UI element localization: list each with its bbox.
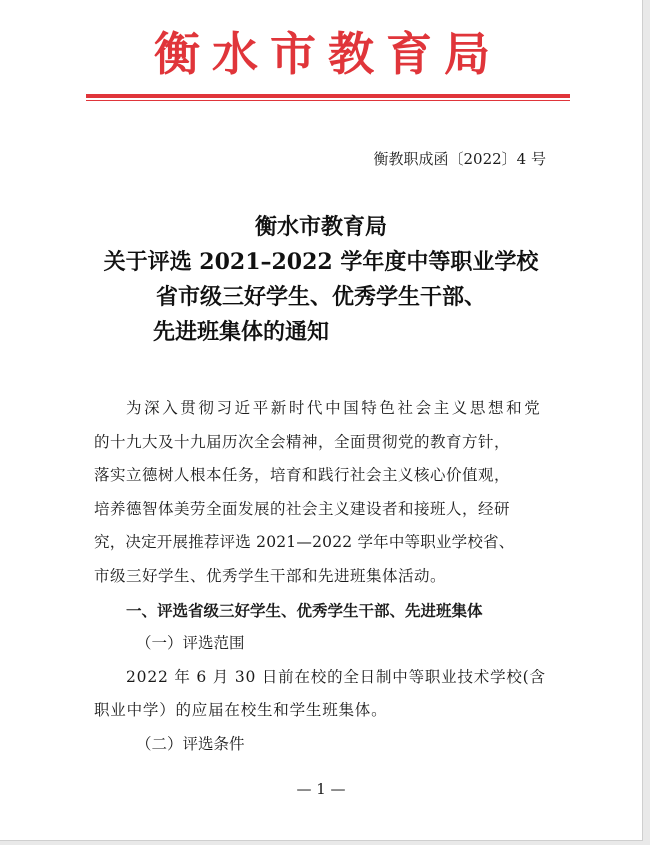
header-red-rule-thin <box>86 100 570 101</box>
header-red-rule-thick <box>86 94 570 98</box>
section-1-heading: 一、评选省级三好学生、优秀学生干部、先进班集体 <box>126 600 483 620</box>
subsection-1-heading: （一）评选范围 <box>136 634 245 653</box>
title-line-4: 先进班集体的通知 <box>152 319 329 345</box>
document-number: 衡教职成函〔2022〕4 号 <box>373 150 546 168</box>
issuer-header: 衡水市教育局 <box>154 27 502 81</box>
intro-line-5: 究，决定开展推荐评选 2021—2022 学年中等职业学校省、 <box>94 533 515 552</box>
intro-line-6: 市级三好学生、优秀学生干部和先进班集体活动。 <box>94 566 447 585</box>
subsection-2-heading: （二）评选条件 <box>136 734 245 753</box>
title-line-1: 衡水市教育局 <box>254 214 387 240</box>
title-line-3: 省市级三好学生、优秀学生干部、 <box>155 284 486 310</box>
scope-line-2: 职业中学）的应届在校生和学生班集体。 <box>94 701 388 720</box>
page-number: — 1 — <box>296 780 346 798</box>
document-body <box>94 392 564 762</box>
title-line-2: 关于评选 2021–2022 学年度中等职业学校 <box>103 249 539 275</box>
document-title <box>0 210 642 350</box>
intro-line-1: 为深入贯彻习近平新时代中国特色社会主义思想和党 <box>126 399 543 417</box>
intro-line-2: 的十九大及十九届历次全会精神，全面贯彻党的教育方针， <box>94 432 511 451</box>
scope-line-1: 2022 年 6 月 30 日前在校的全日制中等职业技术学校(含 <box>126 667 546 686</box>
intro-line-4: 培养德智体美劳全面发展的社会主义建设者和接班人，经研 <box>94 499 511 518</box>
intro-line-3: 落实立德树人根本任务，培育和践行社会主义核心价值观， <box>94 466 511 485</box>
